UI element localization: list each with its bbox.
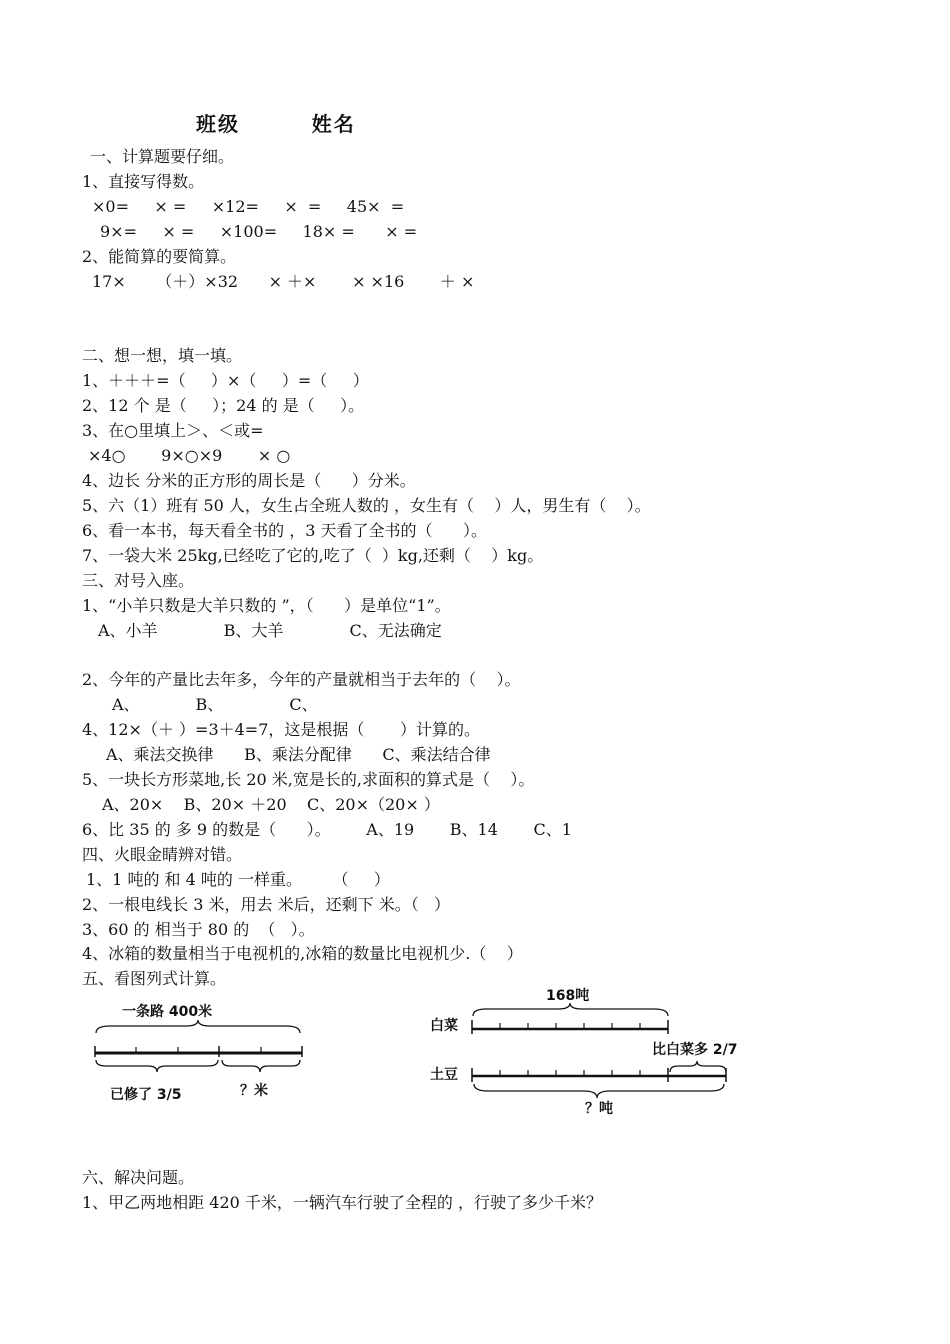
s3-q4-options: A、乘法交换律 B、乘法分配律 C、乘法结合律 — [106, 745, 491, 764]
s2-q3: 3、在○里填上＞、＜或= — [82, 421, 264, 440]
potato-total-label: ？吨 — [585, 1101, 613, 1117]
s2-q3-row: ×4○ 9×○×9 × ○ — [88, 446, 291, 465]
road-top-brace — [96, 1020, 300, 1033]
s4-q4: 4、冰箱的数量相当于电视机的,冰箱的数量比电视机少.（ ） — [82, 944, 523, 963]
s4-q3: 3、60 的 相当于 80 的 （ ）。 — [82, 920, 315, 939]
potato-extra-label: 比白菜多 2/7 — [652, 1042, 738, 1058]
s3-q2: 2、今年的产量比去年多，今年的产量就相当于去年的（ ）。 — [82, 670, 521, 689]
s1-q1-title: 1、直接写得数。 — [82, 172, 205, 191]
s3-q2-options: A、 B、 C、 — [112, 695, 318, 714]
potato-extra-brace — [670, 1061, 726, 1072]
s3-q4: 4、12×（＋ ）=3＋4=7，这是根据（ ）计算的。 — [82, 720, 480, 739]
diagram-vegetables — [430, 988, 737, 1117]
class-label: 班级 — [196, 112, 240, 136]
road-total-label: 一条路 400米 — [122, 1004, 213, 1020]
section1-title: 一、计算题要仔细。 — [90, 147, 235, 166]
potato-total-brace — [474, 1084, 724, 1098]
road-remaining-brace — [222, 1060, 300, 1072]
cabbage-total-label: 168吨 — [546, 988, 590, 1004]
s3-q6: 6、比 35 的 多 9 的数是（ ）。 A、19 B、14 C、1 — [82, 820, 572, 839]
diagram-road — [95, 1003, 302, 1103]
section4-title: 四、火眼金睛辨对错。 — [82, 845, 243, 864]
road-remaining-label: ？米 — [240, 1083, 268, 1099]
s2-q6: 6、看一本书，每天看全书的 ，3 天看了全书的（ ）。 — [82, 521, 488, 540]
s2-q7: 7、一袋大米 25kg,已经吃了它的,吃了（ ）kg,还剩（ ）kg。 — [82, 546, 544, 565]
name-label: 姓名 — [311, 112, 356, 136]
s2-q5: 5、六（1）班有 50 人，女生占全班人数的 ，女生有（ ）人，男生有（ ）。 — [82, 496, 651, 515]
s1-q1-row1: ×0= × = ×12= × = 45× = — [92, 197, 405, 216]
potato-label: 土豆 — [430, 1067, 458, 1083]
s2-q1: 1、＋＋＋=（ ）×（ ）=（ ） — [82, 371, 369, 390]
s1-q1-row2: 9×= × = ×100= 18× = × = — [100, 222, 418, 241]
road-built-label: 已修了 3/5 — [110, 1087, 182, 1103]
section2-title: 二、想一想，填一填。 — [82, 346, 243, 365]
s3-q1: 1、“小羊只数是大羊只数的 ”，（ ）是单位“1”。 — [82, 596, 451, 615]
section6-title: 六、解决问题。 — [82, 1168, 195, 1187]
s4-q1: 1、1 吨的 和 4 吨的 一样重。 （ ） — [86, 870, 390, 889]
section5-title: 五、看图列式计算。 — [82, 969, 227, 988]
s4-q2: 2、一根电线长 3 米，用去 米后，还剩下 米。（ ） — [82, 895, 450, 914]
s3-q5: 5、一块长方形菜地,长 20 米,宽是长的,求面积的算式是（ ）。 — [82, 770, 535, 789]
s6-q1: 1、甲乙两地相距 420 千米，一辆汽车行驶了全程的 ，行驶了多少千米？ — [82, 1193, 602, 1212]
s1-q2-title: 2、能简算的要简算。 — [82, 247, 237, 266]
s2-q2: 2、12 个 是（ ）；24 的 是（ ）。 — [82, 396, 365, 415]
cabbage-brace — [473, 1003, 668, 1016]
s3-q5-options: A、20× B、20× ＋20 C、20×（20× ） — [102, 795, 440, 814]
s2-q4: 4、边长 分米的正方形的周长是（ ）分米。 — [82, 471, 416, 490]
cabbage-label: 白菜 — [430, 1018, 458, 1034]
s3-q1-options: A、小羊 B、大羊 C、无法确定 — [98, 621, 442, 640]
road-built-brace — [96, 1060, 218, 1072]
section3-title: 三、对号入座。 — [82, 571, 195, 590]
s1-q2-row: 17× （＋）×32 × ＋× × ×16 ＋ × — [92, 272, 475, 291]
